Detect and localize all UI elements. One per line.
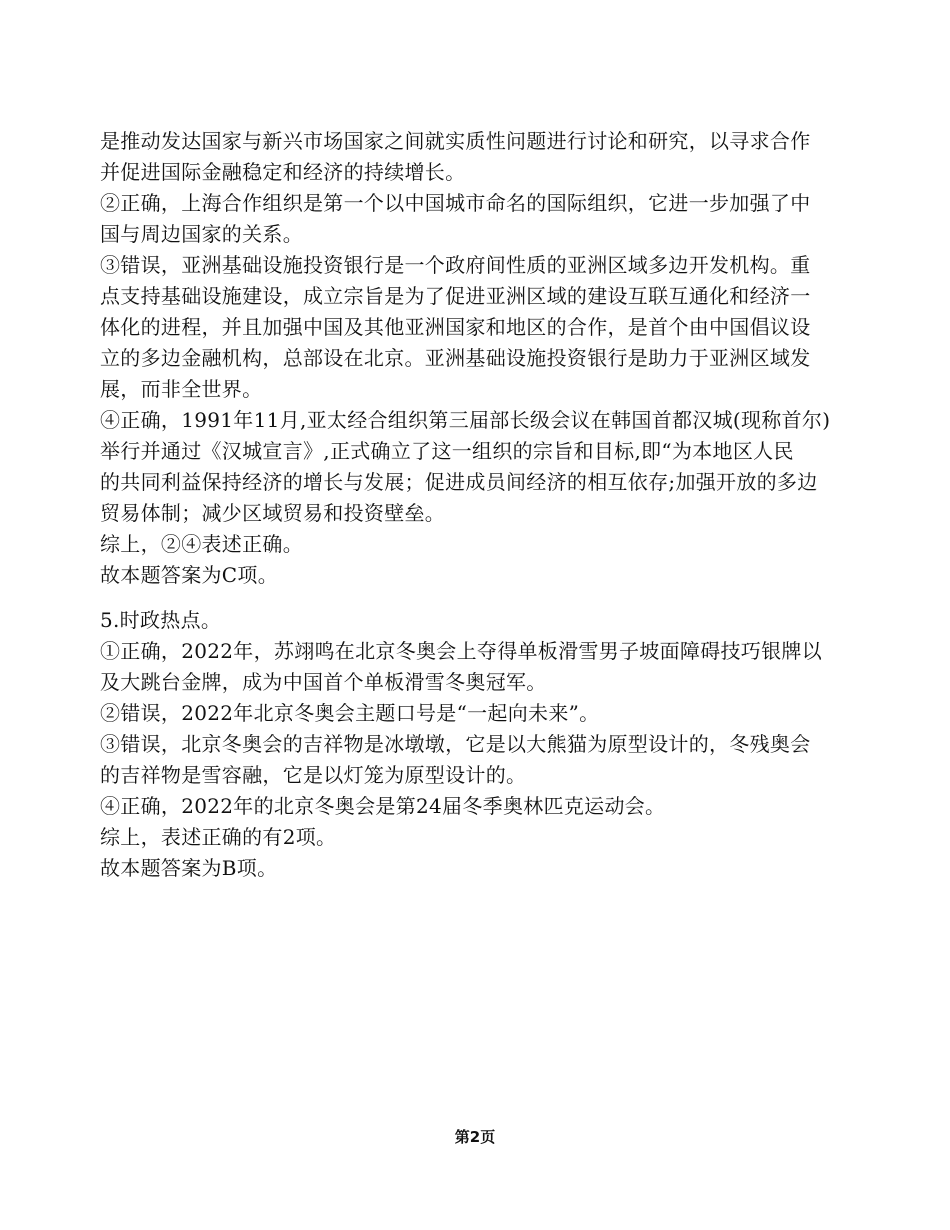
text-line: 及大跳台金牌，成为中国首个单板滑雪冬奥冠军。 [100, 670, 547, 694]
paragraph [100, 636, 870, 698]
paragraph [100, 126, 870, 188]
paragraph [100, 605, 870, 636]
paragraph [100, 791, 870, 822]
page-number: 第2页 [454, 1128, 496, 1146]
text-line: ④正确，2022年的北京冬奥会是第24届冬季奥林匹克运动会。 [100, 794, 666, 818]
paragraph [100, 729, 870, 791]
text-line: 贸易体制；减少区域贸易和投资壁垒。 [100, 501, 446, 525]
paragraph [100, 529, 870, 560]
text-line: 5.时政热点。 [100, 608, 222, 632]
text-line: 综上，表述正确的有2项。 [100, 825, 337, 849]
text-line: 的吉祥物是雪容融，它是以灯笼为原型设计的。 [100, 763, 527, 787]
text-line: 举行并通过《汉城宣言》,正式确立了这一组织的宗旨和目标,即“为本地区人民 [100, 439, 794, 463]
text-line: ②正确，上海合作组织是第一个以中国城市命名的国际组织，它进一步加强了中 [100, 191, 811, 215]
text-line: 是推动发达国家与新兴市场国家之间就实质性问题进行讨论和研究，以寻求合作 [100, 129, 811, 153]
text-line: 体化的进程，并且加强中国及其他亚洲国家和地区的合作，是首个由中国倡议设 [100, 315, 811, 339]
paragraph [100, 188, 870, 250]
text-line: 点支持基础设施建设，成立宗旨是为了促进亚洲区域的建设互联互通化和经济一 [100, 284, 811, 308]
paragraph [100, 853, 870, 884]
text-line: 故本题答案为C项。 [100, 563, 279, 587]
text-line: ②错误，2022年北京冬奥会主题口号是“一起向未来”。 [100, 701, 600, 725]
paragraph [100, 822, 870, 853]
paragraph [100, 698, 870, 729]
paragraph [100, 560, 870, 591]
text-line: ③错误，亚洲基础设施投资银行是一个政府间性质的亚洲区域多边开发机构。重 [100, 253, 811, 277]
text-line: 故本题答案为B项。 [100, 856, 278, 880]
paragraph [100, 250, 870, 405]
text-line: 的共同利益保持经济的增长与发展；促进成员间经济的相互依存;加强开放的多边 [100, 470, 818, 494]
text-line: ③错误，北京冬奥会的吉祥物是冰墩墩，它是以大熊猫为原型设计的，冬残奥会 [100, 732, 811, 756]
document-body [100, 126, 870, 884]
text-line: 展，而非全世界。 [100, 377, 263, 401]
paragraph [100, 405, 870, 529]
text-line: ①正确，2022年，苏翊鸣在北京冬奥会上夺得单板滑雪男子坡面障碍技巧银牌以 [100, 639, 822, 663]
text-line: 并促进国际金融稳定和经济的持续增长。 [100, 160, 466, 184]
text-line: ④正确，1991年11月,亚太经合组织第三届部长级会议在韩国首都汉城(现称首尔) [100, 408, 831, 432]
text-line: 立的多边金融机构，总部设在北京。亚洲基础设施投资银行是助力于亚洲区域发 [100, 346, 811, 370]
text-line: 国与周边国家的关系。 [100, 222, 303, 246]
text-line: 综上，②④表述正确。 [100, 532, 303, 556]
section-gap [100, 591, 870, 605]
